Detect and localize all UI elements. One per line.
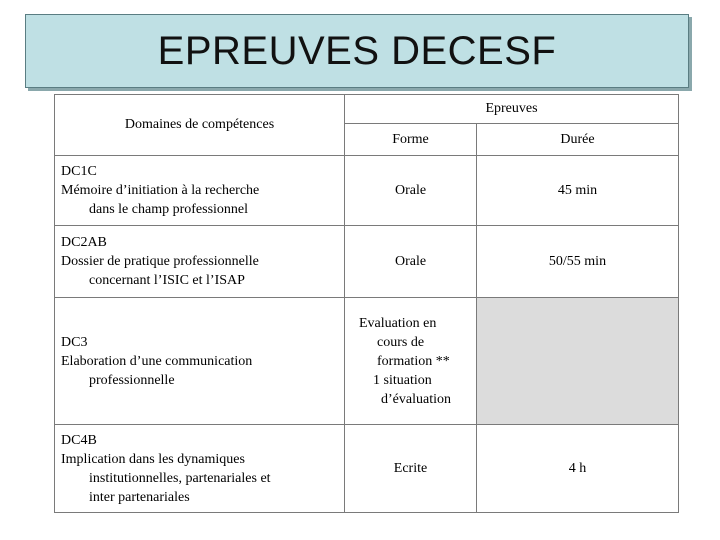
domain-code: DC2AB [61, 235, 107, 250]
domain-line: concernant l’ISIC et l’ISAP [89, 273, 245, 288]
domain-line: Dossier de pratique professionnelle [61, 254, 259, 269]
domain-code: DC4B [61, 432, 97, 448]
domain-cell-dc1c [55, 156, 345, 226]
duree-cell-shaded [477, 298, 679, 425]
forme-value: Orale [394, 183, 427, 198]
forme-line: Evaluation en [359, 315, 437, 331]
domain-line: inter partenariales [89, 489, 190, 505]
table-row [55, 298, 679, 425]
domain-line: Mémoire d’initiation à la recherche [61, 183, 260, 198]
forme-cell [345, 226, 477, 298]
domain-line: professionnelle [89, 372, 175, 388]
title-banner [25, 14, 689, 88]
table-row [55, 425, 679, 513]
header-domaines-label: Domaines de compétences [124, 117, 275, 132]
domain-cell-dc3 [55, 298, 345, 425]
forme-cell [345, 156, 477, 226]
forme-value: Orale [394, 254, 427, 269]
domain-cell-dc2ab [55, 226, 345, 298]
duree-value: 4 h [568, 461, 587, 476]
duree-cell [477, 425, 679, 513]
forme-cell [345, 298, 477, 425]
domain-line: Elaboration d’une communication [61, 353, 253, 369]
header-duree [477, 124, 679, 156]
header-row-top [55, 95, 679, 124]
header-epreuves-label: Epreuves [485, 101, 538, 116]
domain-cell-dc4b [55, 425, 345, 513]
header-forme [345, 124, 477, 156]
domain-code: DC1C [61, 164, 97, 179]
domain-line: dans le champ professionnel [89, 202, 249, 217]
forme-line: formation ** [377, 353, 450, 369]
duree-value: 45 min [557, 183, 598, 198]
domain-code: DC3 [61, 334, 88, 350]
duree-value: 50/55 min [548, 254, 607, 269]
forme-line: 1 situation [373, 372, 432, 388]
domain-line: institutionnelles, partenariales et [89, 470, 271, 486]
duree-cell [477, 156, 679, 226]
forme-line: cours de [377, 334, 425, 350]
forme-cell [345, 425, 477, 513]
header-forme-label: Forme [392, 131, 429, 147]
header-epreuves [345, 95, 679, 124]
forme-line: d’évaluation [381, 391, 451, 407]
table-row [55, 156, 679, 226]
header-domaines [55, 95, 345, 156]
duree-cell [477, 226, 679, 298]
domain-line: Implication dans les dynamiques [61, 451, 245, 467]
forme-value: Ecrite [393, 461, 428, 476]
exam-table [54, 94, 679, 513]
table-row [55, 226, 679, 298]
header-duree-label: Durée [560, 131, 595, 147]
page-title: EPREUVES DECESF [157, 28, 557, 73]
